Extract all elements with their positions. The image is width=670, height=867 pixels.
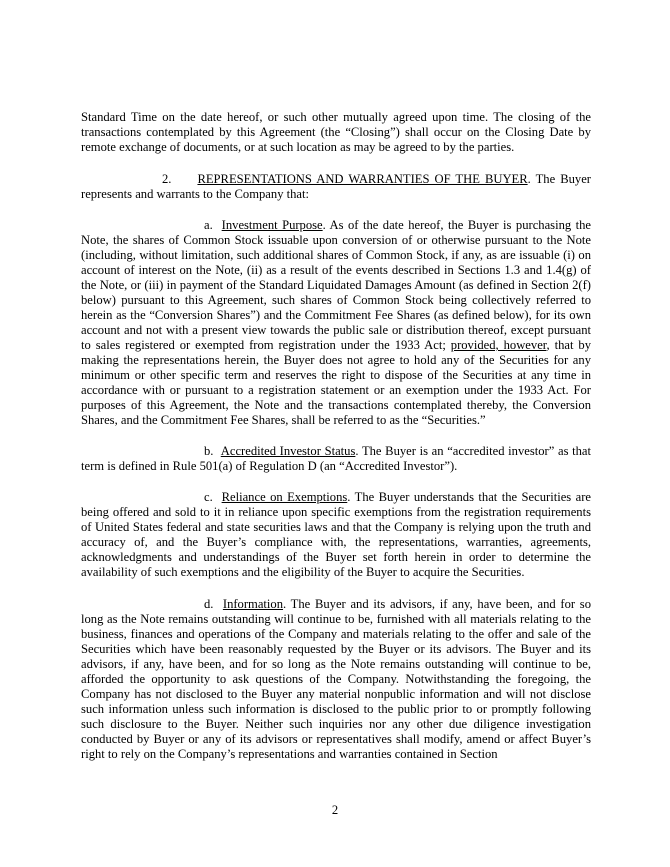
section-2-number: 2.: [162, 172, 172, 186]
item-c-text: . The Buyer understands that the Securities are being offered and sold to it in reliance upon specific exemptions from the registration requirements of United States federal and state securities laws and that the Company is relying upon the truth and accuracy of, and the Buyer’s compliance with, the representations, warranties, agreements, acknowledgments and understandings of the Buyer set forth herein in order to determine the availability of such exemptions and the eligibility of the Buyer to acquire the Securities.: [81, 490, 592, 579]
item-b-text: . The Buyer is an “accredited investor” as that term is defined in Rule 501(a) of Regulation D (an “Accredited Investor”).: [81, 444, 592, 473]
item-b-paragraph: [81, 444, 591, 474]
item-a-provided-however: provided, however: [450, 338, 547, 352]
item-d-title: Information: [222, 597, 284, 611]
section-2-heading: REPRESENTATIONS AND WARRANTIES OF THE BUYER: [197, 172, 528, 186]
item-d-text: . The Buyer and its advisors, if any, have been, and for so long as the Note remains outstanding will continue to be, furnished with all materials relating to the business, finances and operations of the Company and materials relating to the offer and sale of the Securities which have been reasonably requested by the Buyer or its advisors. The Buyer and its advisors, if any, have been, and for so long as the Note remains outstanding will continue to be, afforded the opportunity to ask questions of the Company. Notwithstanding the foregoing, the Company has not disclosed to the Buyer any material nonpublic information and will not disclose such information unless such information is disclosed to the public prior to or promptly following such disclosure to the Buyer. Neither such inquiries nor any other due diligence investigation conducted by Buyer or any of its advisors or representatives shall modify, amend or affect Buyer’s right to rely on the Company’s representations and warranties contained in Section: [81, 597, 591, 761]
item-c-title: Reliance on Exemptions: [221, 490, 348, 504]
item-a-title: Investment Purpose: [221, 218, 323, 232]
item-b-title: Accredited Investor Status: [220, 444, 356, 458]
page-number: 2: [331, 803, 339, 817]
item-d-paragraph: [81, 597, 591, 762]
paragraph-intro-text: Standard Time on the date hereof, or such other mutually agreed upon time. The closing of the transactions contemplated by this Agreement (the “Closing”) shall occur on the Closing Date by remote exchange of documents, or at such location as may be agreed to by the parties.: [81, 110, 591, 154]
item-a-text-2: , that by making the representations herein, the Buyer does not agree to hold any of the Securities for any minimum or other specific term and reserves the right to dispose of the Securities at any time in accordance with or pursuant to a registration statement or an exemption under the 1933 Act. For purposes of this Agreement, the Note and the transactions contemplated thereby, the Conversion Shares, and the Commitment Fee Shares, shall be referred to as the “Securities.”: [81, 338, 591, 427]
section-2-intro-text: . The Buyer represents and warrants to the Company that:: [81, 172, 591, 201]
item-a-letter: a.: [204, 218, 213, 232]
section-2-heading-paragraph: [81, 172, 591, 202]
item-d-letter: d.: [204, 597, 214, 611]
paragraph-intro: [81, 110, 591, 155]
item-b-letter: b.: [204, 444, 214, 458]
item-a-text-1: . As of the date hereof, the Buyer is purchasing the Note, the shares of Common Stock issuable upon conversion of or otherwise pursuant to the Note (including, without limitation, such additional shares of Common Stock, if any, as are issuable (i) on account of interest on the Note, (ii) as a result of the events described in Sections 1.3 and 1.4(g) of the Note, or (iii) in payment of the Standard Liquidated Damages Amount (as defined in Section 2(f) below) pursuant to this Agreement, such shares of Common Stock being collectively referred to herein as the “Conversion Shares”) and the Commitment Fee Shares (as defined below), for its own account and not with a present view towards the public sale or distribution thereof, except pursuant to sales registered or exempted from registration under the 1933 Act;: [81, 218, 591, 352]
item-a-paragraph: [81, 218, 591, 428]
item-c-paragraph: [81, 490, 591, 580]
item-c-letter: c.: [204, 490, 213, 504]
